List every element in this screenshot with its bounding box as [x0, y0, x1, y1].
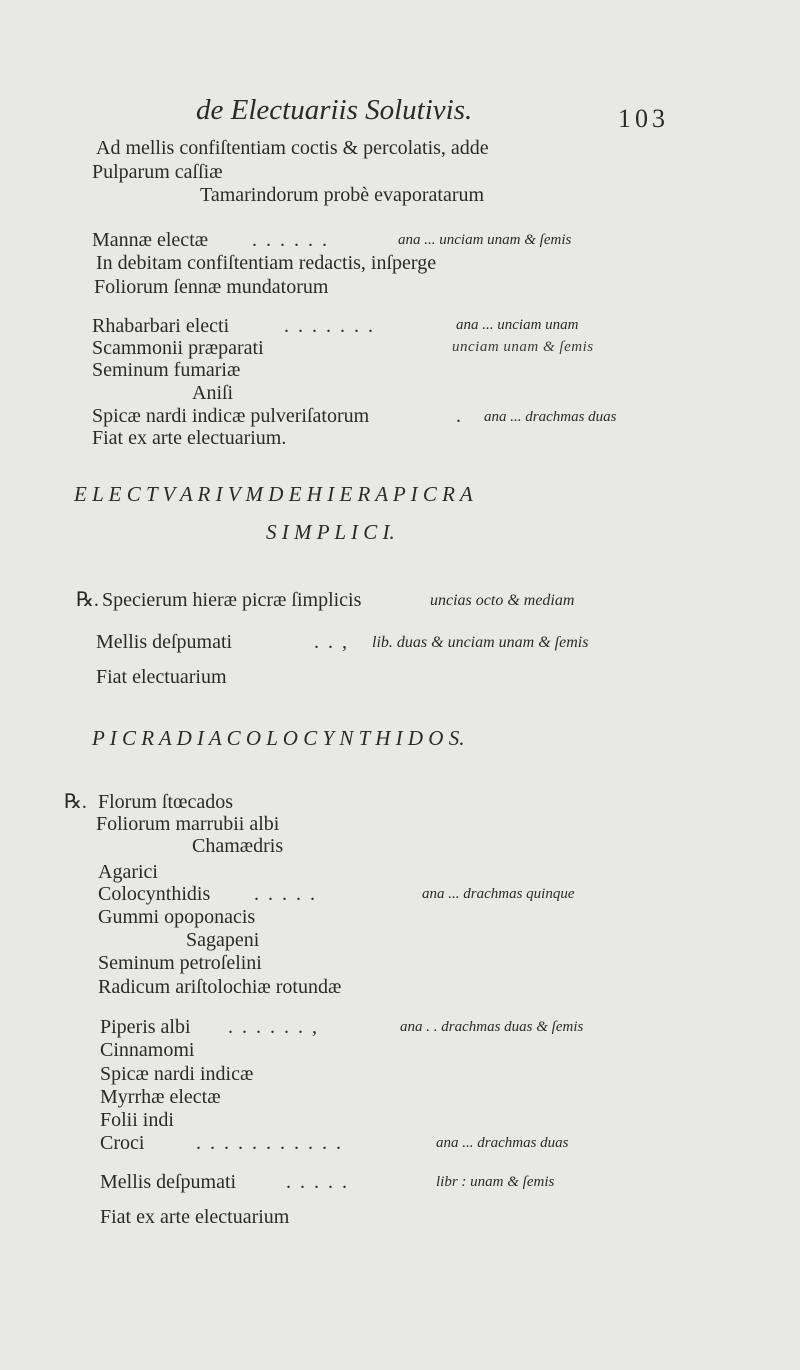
leader-dots: .	[456, 405, 463, 427]
text-line: Chamædris	[192, 835, 284, 857]
leader-dots: . . ,	[314, 631, 349, 653]
text-line: Fiat electuarium	[96, 666, 227, 688]
text-line: Cinnamomi	[100, 1039, 195, 1061]
dose-label: ana ... drachmas quinque	[422, 886, 575, 902]
leader-dots: . . . . . .	[252, 229, 329, 251]
recipe-symbol: ℞.	[64, 791, 87, 813]
recipe-symbol: ℞.	[76, 589, 99, 611]
section-heading: E L E C T V A R I V M D E H I E R A P I C R A	[74, 482, 473, 506]
text-line: Foliorum marrubii albi	[96, 813, 280, 835]
leader-dots: . . . . . . .	[284, 315, 375, 337]
dose-label: ana ... unciam unam	[456, 317, 579, 333]
leader-dots: . . . . .	[286, 1171, 349, 1193]
text-line: Agarici	[98, 861, 158, 883]
text-line: Myrrhæ electæ	[100, 1086, 221, 1108]
text-line: Colocynthidis	[98, 883, 211, 905]
section-heading: S I M P L I C I.	[266, 520, 395, 544]
text-line: Gummi opoponacis	[98, 906, 256, 928]
text-line: Mellis deſpumati	[100, 1171, 237, 1193]
text-line: In debitam confiſtentiam redactis, inſperge	[96, 252, 437, 274]
dose-label: ana ... drachmas duas	[436, 1135, 569, 1151]
running-title: de Electuariis Solutivis.	[196, 94, 473, 126]
text-line: Foliorum ſennæ mundatorum	[94, 276, 329, 298]
text-line: Pulparum caſſiæ	[92, 161, 223, 183]
text-line: Tamarindorum probè evaporatarum	[200, 184, 485, 206]
text-line: Fiat ex arte electuarium.	[92, 427, 287, 449]
text-line: Croci	[100, 1132, 145, 1154]
text-line: Ad mellis confiſtentiam coctis & percolatis, adde	[96, 137, 489, 159]
text-line: Rhabarbari electi	[92, 315, 230, 337]
text-line: Radicum ariſtolochiæ rotundæ	[98, 976, 342, 998]
text-line: Aniſi	[192, 382, 234, 404]
leader-dots: . . . . .	[254, 883, 317, 905]
text-line: Seminum fumariæ	[92, 359, 241, 381]
text-line: Folii indi	[100, 1109, 174, 1131]
text-line: Florum ſtœcados	[98, 791, 233, 813]
dose-label: uncias octo & mediam	[430, 592, 575, 609]
dose-label: ana ... unciam unam & ſemis	[398, 232, 572, 248]
leader-dots: . . . . . . ,	[228, 1016, 319, 1038]
dose-label: libr : unam & ſemis	[436, 1174, 555, 1190]
text-line: Specierum hieræ picræ ſimplicis	[102, 589, 362, 611]
text-line: Seminum petroſelini	[98, 952, 262, 974]
text-line: Spicæ nardi indicæ pulveriſatorum	[92, 405, 370, 427]
dose-label: ana ... drachmas duas	[484, 409, 617, 425]
text-line: Scammonii præparati	[92, 337, 264, 359]
dose-label: lib. duas & unciam unam & ſemis	[372, 634, 589, 651]
dose-label: ana . . drachmas duas & ſemis	[400, 1019, 584, 1035]
dose-label: unciam unam & ſemis	[452, 339, 594, 355]
text-line: Mellis deſpumati	[96, 631, 233, 653]
text-line: Mannæ electæ	[92, 229, 209, 251]
page-number: 103	[618, 104, 669, 133]
leader-dots: . . . . . . . . . . .	[196, 1132, 343, 1154]
section-heading: P I C R A D I A C O L O C Y N T H I D O S.	[92, 726, 465, 750]
text-line: Piperis albi	[100, 1016, 191, 1038]
text-line: Fiat ex arte electuarium	[100, 1206, 290, 1228]
text-line: Sagapeni	[186, 929, 260, 951]
text-line: Spicæ nardi indicæ	[100, 1063, 254, 1085]
